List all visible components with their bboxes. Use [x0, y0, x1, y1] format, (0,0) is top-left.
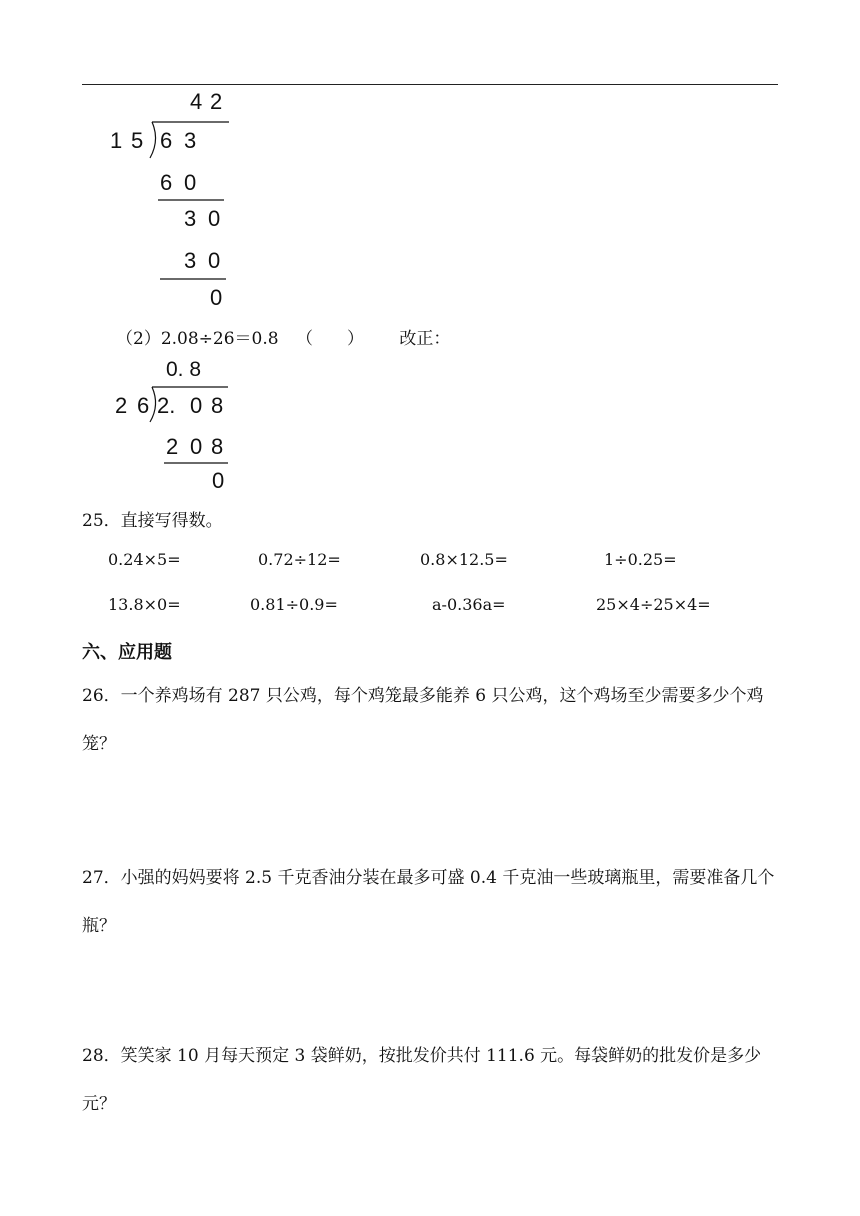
dividend-digit: 3	[184, 128, 197, 153]
dividend-digit: 2.	[157, 393, 176, 418]
product-digit: 3	[184, 248, 197, 273]
dividend-digit: 0	[190, 393, 203, 418]
final-remainder: 0	[210, 285, 223, 310]
q24-2-paren: （ ）	[296, 329, 364, 349]
q24-2-number: （2）	[116, 329, 161, 349]
q25-expr: 25×4÷25×4=	[596, 595, 711, 614]
q25-title: 25．直接写得数。	[82, 511, 223, 531]
q28-text: 28．笑笑家 10 月每天预定 3 袋鲜奶，按批发价共付 111.6 元。每袋鲜奶的批发价是多少元？	[82, 1046, 762, 1114]
product-digit: 0	[208, 248, 221, 273]
q25-expr: a-0.36a=	[432, 595, 506, 614]
divisor-digit: 5	[131, 128, 144, 153]
q25-expr: 0.72÷12=	[258, 550, 341, 569]
q25-expr: 0.24×5=	[108, 550, 181, 569]
product-digit: 6	[160, 170, 173, 195]
q25-expr: 0.81÷0.9=	[250, 595, 338, 614]
final-remainder: 0	[212, 468, 225, 493]
q25-expr: 13.8×0=	[108, 595, 181, 614]
long-division-2.08-by-26	[0, 0, 860, 500]
dividend-digit: 6	[160, 128, 173, 153]
remainder-digit: 0	[208, 206, 221, 231]
q25-expr: 1÷0.25=	[604, 550, 677, 569]
divisor-digit: 2	[115, 393, 128, 418]
section-heading: 六、应用题	[82, 642, 172, 663]
product-digit: 0	[184, 170, 197, 195]
division-bracket	[150, 387, 156, 422]
divisor-digit: 1	[110, 128, 123, 153]
remainder-digit: 3	[184, 206, 197, 231]
product-digit: 2	[166, 434, 179, 459]
divisor-digit: 6	[137, 393, 150, 418]
quotient-digit: 4	[190, 89, 203, 114]
dividend-digit: 8	[211, 393, 224, 418]
q25-expr: 0.8×12.5=	[420, 550, 508, 569]
product-digit: 8	[211, 434, 224, 459]
product-digit: 0	[190, 434, 203, 459]
quotient-value: 0. 8	[166, 358, 202, 381]
q27-text: 27．小强的妈妈要将 2.5 千克香油分装在最多可盛 0.4 千克油一些玻璃瓶里，需要准备几个瓶？	[82, 868, 775, 936]
q26-text: 26．一个养鸡场有 287 只公鸡，每个鸡笼最多能养 6 只公鸡，这个鸡场至少需要多少个鸡笼？	[82, 686, 764, 754]
quotient-digit: 2	[210, 89, 223, 114]
q24-2-equation: 2.08÷26＝0.8	[160, 329, 279, 349]
q24-2-correction-label: 改正：	[399, 329, 451, 349]
